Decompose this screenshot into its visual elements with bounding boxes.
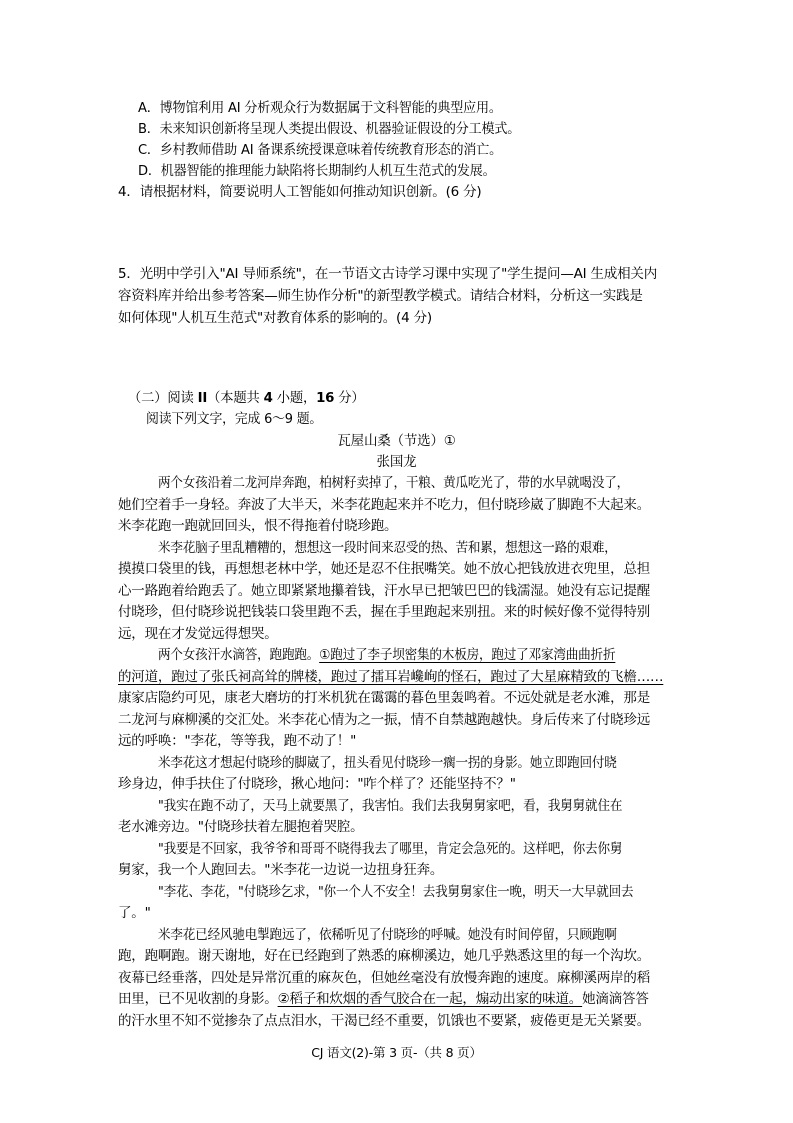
body-line: 珍身边，伸手扶住了付晓珍，揪心地问："咋个样了？还能坚持不？" (118, 776, 516, 792)
underlined-sentence-2: ②稻子和炊烟的香气胶合在一起，煽动出家的味道。 (277, 991, 583, 1007)
body-line: 康家店隐约可见，康老大磨坊的打米机犹在霭霭的暮色里轰鸣着。不远处就是老水滩，那是 (118, 690, 650, 706)
body-line: 摸摸口袋里的钱，再想想老林中学，她还是忍不住抿嘴笑。她不放心把钱放进衣兜里，总担 (118, 561, 650, 577)
option-c: C．乡村教师借助 AI 备课系统授课意味着传统教育形态的消亡。 (138, 142, 502, 158)
page-footer: CJ 语文(2)-第 3 页-（共 8 页） (311, 1045, 482, 1060)
body-line: "我实在跑不动了，天马上就要黑了，我害怕。我们去我舅舅家吧，看，我舅舅就住在 (158, 798, 623, 814)
body-line: "李花、李花，"付晓珍乞求，"你一个人不安全！去我舅舅家住一晚，明天一大早就回去 (158, 884, 634, 900)
body-line: 远，现在才发觉远得想哭。 (118, 626, 278, 642)
body-line: 老水滩旁边。"付晓珍扶着左腿抱着哭腔。 (118, 819, 364, 835)
option-a: A．博物馆利用 AI 分析观众行为数据属于文科智能的典型应用。 (138, 100, 502, 116)
article-author: 张国龙 (376, 454, 417, 470)
question-4: 4．请根据材料，简要说明人工智能如何推动知识创新。(6 分) (118, 184, 482, 200)
body-line (118, 667, 678, 687)
body-line: 米李花已经风驰电掣跑远了，依稀听见了付晓珍的呼喊。她没有时间停留，只顾跑啊 (158, 927, 617, 943)
underlined-sentence-1-cont: 的河道，跑过了张氏祠高耸的牌楼，跑过了擂耳岩巉峋的怪石，跑过了大星麻精致的飞檐…… (118, 669, 664, 685)
body-line: 付晓珍，但付晓珍说把钱装口袋里跑不丢，握在手里跑起来别扭。来的时候好像不觉得特别 (118, 604, 650, 620)
body-line: 心一路跑着给跑丢了。她立即紧紧地攥着钱，汗水早已把皱巴巴的钱濡湿。她没有忘记提醒 (118, 583, 650, 599)
underlined-sentence-1: ①跑过了李子坝密集的木板房，跑过了邓家湾曲曲折折 (319, 647, 616, 663)
body-line: 米李花跑一跑就回回头，恨不得拖着付晓珍跑。 (118, 518, 398, 534)
question-5-line: 如何体现"人机互生范式"对教育体系的影响的。(4 分) (118, 310, 432, 326)
instruction: 阅读下列文字，完成 6～9 题。 (146, 411, 323, 427)
body-line: 米李花脑子里乱糟糟的，想想这一段时间来忍受的热、苦和累，想想这一路的艰难， (158, 540, 617, 556)
question-5-line: 容资料库并给出参考答案—师生协作分析"的新型教学模式。请结合材料，分析这一实践是 (118, 288, 643, 304)
section-heading: （二）阅读 II（本题共 4 小题，16 分） (128, 390, 365, 406)
article-title: 瓦屋山桑（节选）① (337, 433, 456, 449)
body-line: 远的呼唤："李花，等等我，跑不动了！" (118, 733, 357, 749)
option-d: D．机器智能的推理能力缺陷将长期制约人机互生范式的发展。 (138, 163, 496, 179)
body-line: 夜幕已经垂落，四处是异常沉重的麻灰色，但她丝毫没有放慢奔跑的速度。麻柳溪两岸的稻 (118, 970, 650, 986)
body-line: 舅家，我一个人跑回去。"米李花一边说一边扭身狂奔。 (118, 862, 444, 878)
body-line: 米李花这才想起付晓珍的脚崴了，扭头看见付晓珍一瘸一拐的身影。她立即跑回付晓 (158, 755, 617, 771)
body-line: 两个女孩沿着二龙河岸奔跑，柏树籽卖掉了，干粮、黄瓜吃光了，带的水早就喝没了， (158, 475, 630, 491)
body-line: 田里，已不见收割的身影。②稻子和炊烟的香气胶合在一起，煽动出家的味道。她滴滴答答 (118, 991, 649, 1007)
body-line: 她们空着手一身轻。奔波了大半天，米李花跑起来并不吃力，但付晓珍崴了脚跑不大起来。 (118, 497, 650, 513)
body-line: 的汗水里不知不觉掺杂了点点泪水，干渴已经不重要，饥饿也不要紧，疲倦更是无关紧要。 (118, 1013, 650, 1029)
body-line: 两个女孩汗水滴答，跑跑跑。①跑过了李子坝密集的木板房，跑过了邓家湾曲曲折折 (158, 647, 616, 663)
body-line: 二龙河与麻柳溪的交汇处。米李花心情为之一振，情不自禁越跑越快。身后传来了付晓珍远 (118, 712, 650, 728)
question-5-line: 5．光明中学引入"AI 导师系统"，在一节语文古诗学习课中实现了"学生提问—AI 生成相关内 (118, 266, 658, 282)
body-line: 了。" (118, 905, 151, 921)
body-line: "我要是不回家，我爷爷和哥哥不晓得我去了哪里，肯定会急死的。这样吧，你去你舅 (158, 841, 623, 857)
option-b: B．未来知识创新将呈现人类提出假设、机器验证假设的分工模式。 (138, 121, 521, 137)
body-line: 跑，跑啊跑。谢天谢地，好在已经跑到了熟悉的麻柳溪边，她几乎熟悉这里的每一个沟坎。 (118, 948, 650, 964)
